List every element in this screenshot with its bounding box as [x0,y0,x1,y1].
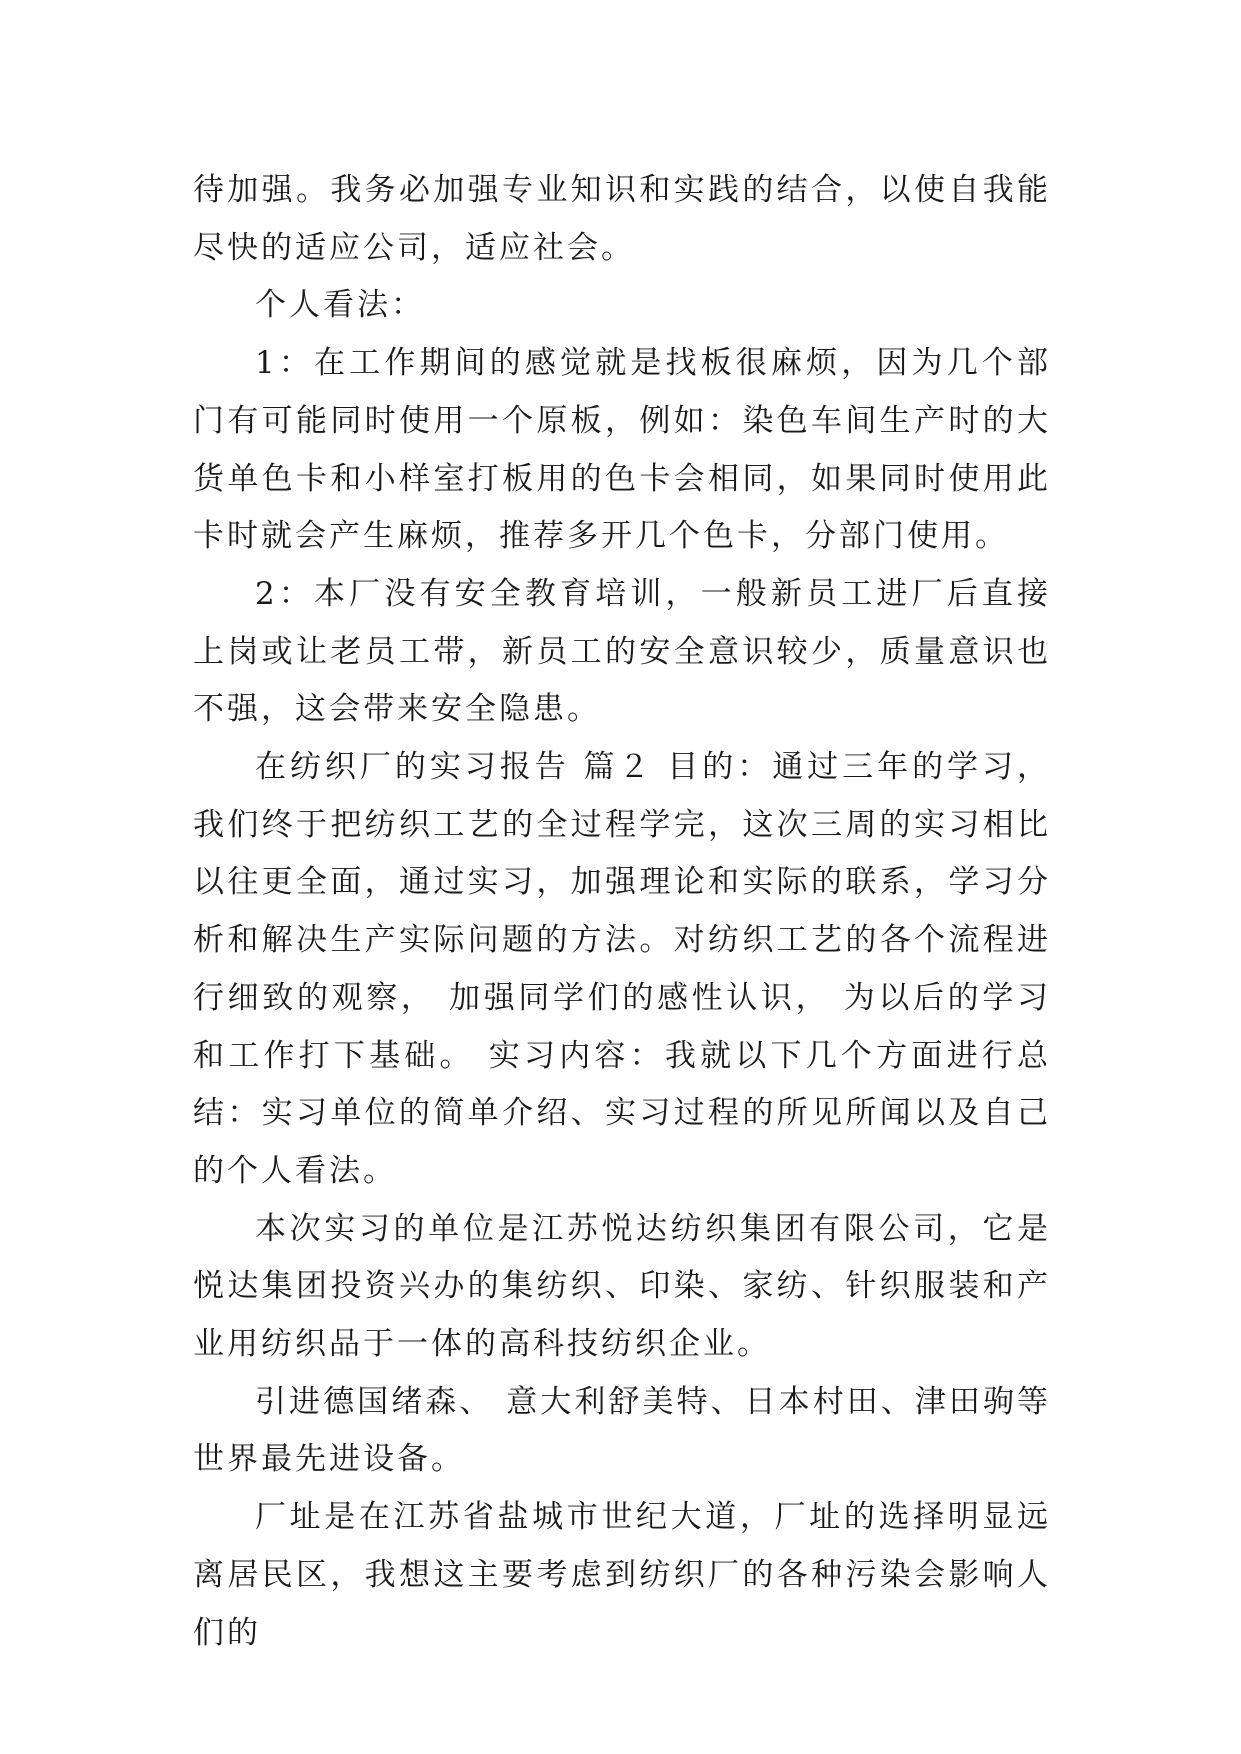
paragraph-opinion-2: 2：本厂没有安全教育培训，一般新员工进厂后直接上岗或让老员工带，新员工的安全意识较少，质量意识也不强，这会带来安全隐患。 [193,575,1051,728]
paragraph-factory-location: 厂址是在江苏省盐城市世纪大道，厂址的选择明显远离居民区，我想这主要考虑到纺织厂的各种污染会影响人们的 [193,1499,1051,1651]
paragraph-report-part2-purpose: 在纺织厂的实习报告 篇２ 目的：通过三年的学习，我们终于把纺织工艺的全过程学完，这次三周的实习相比以往更全面，通过实习，加强理论和实际的联系，学习分析和解决生产实际问题的方法。对纺织工艺的各个流程进行细致的观察， 加强同学们的感性认识， 为以后的学习和工作打下基础。 实习内容：我就以下几个方面进行总结：实习单位的简单介绍、实习过程的所见所闻以及自己的个人看法。 [193,749,1051,1189]
paragraph-opinion-1: 1：在工作期间的感觉就是找板很麻烦，因为几个部门有可能同时使用一个原板，例如：染色车间生产时的大货单色卡和小样室打板用的色卡会相同，如果同时使用此卡时就会产生麻烦，推荐多开几个色卡，分部门使用。 [193,345,1051,555]
paragraph-continuation: 待加强。我务必加强专业知识和实践的结合，以使自我能尽快的适应公司，适应社会。 [193,172,1051,266]
paragraph-company-intro: 本次实习的单位是江苏悦达纺织集团有限公司，它是悦达集团投资兴办的集纺织、印染、家纺、针织服装和产业用纺织品于一体的高科技纺织企业。 [193,1210,1051,1363]
paragraph-equipment: 引进德国绪森、 意大利舒美特、日本村田、津田驹等世界最先进设备。 [193,1383,1051,1478]
document-body [193,162,1051,1662]
paragraph-personal-opinion-heading: 个人看法： [255,287,425,324]
